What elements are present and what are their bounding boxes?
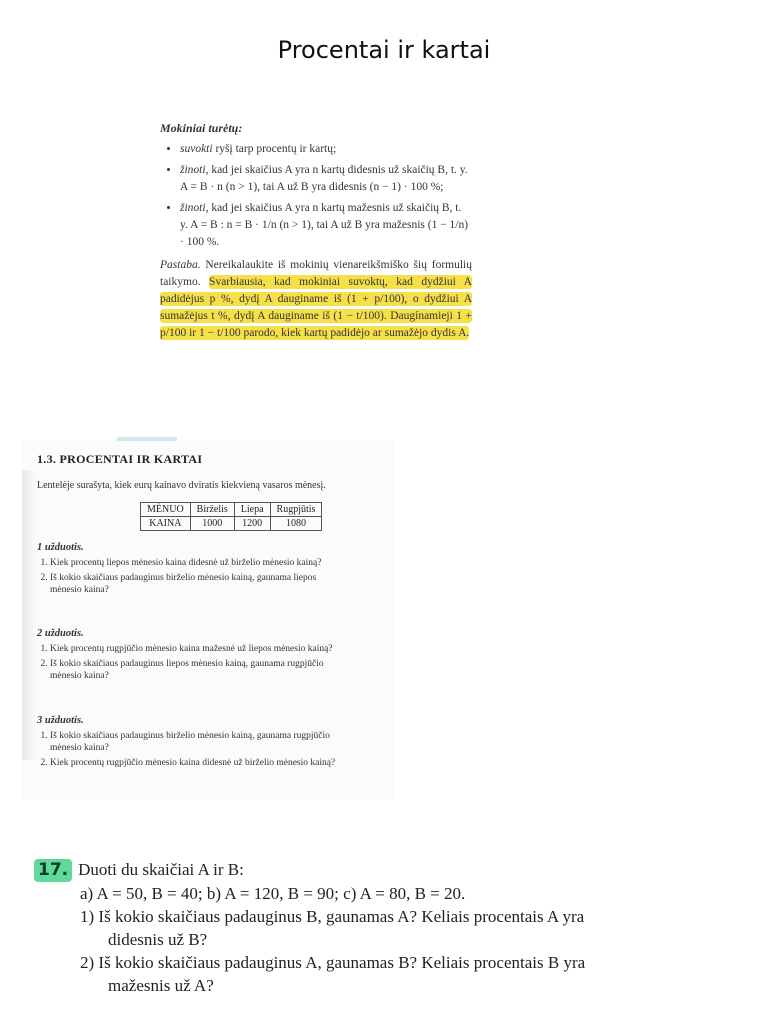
- teacher-note: [160, 120, 472, 342]
- task-title: 2 užduotis.: [37, 628, 84, 639]
- bullet-verb: žinoti: [180, 202, 206, 214]
- bullet-text: ryšį tarp procentų ir kartų;: [212, 143, 337, 155]
- page-accent: [117, 437, 177, 441]
- bullet-verb: suvokti: [180, 143, 213, 155]
- bullet-text: , kad jei skaičius A yra n kartų mažesnis už skaičių B, t. y. A = B : n = B · 1/n (n > 1), tai A už B yra mažesnis (1 − 1/n) · 100 %.: [180, 202, 469, 248]
- table-cell: 1200: [234, 517, 270, 531]
- task-item: 2. Iš kokio skaičiaus padauginus liepos mėnesio kainą, gaunama rugpjūčio mėnesio kaina?: [50, 658, 337, 682]
- page-title: Procentai ir kartai: [277, 36, 491, 64]
- task-item: 2. Kiek procentų rugpjūčio mėnesio kaina didesnė už birželio mėnesio kainą?: [50, 757, 337, 769]
- page-shadow: [22, 470, 36, 760]
- note-bullet: [180, 141, 472, 158]
- task-1: [37, 542, 337, 599]
- task-item: 1. Kiek procentų liepos mėnesio kaina didesnė už birželio mėnesio kainą?: [50, 557, 337, 569]
- textbook-page: [22, 440, 394, 800]
- task-3: [37, 715, 337, 772]
- task-items: [37, 730, 337, 769]
- task-title: 1 užduotis.: [37, 542, 84, 553]
- section-intro: Lentelėje surašyta, kiek eurų kainavo dviratis kiekvieną vasaros mėnesį.: [37, 480, 326, 491]
- task-item: 2. Iš kokio skaičiaus padauginus birželio mėnesio kainą, gaunama liepos mėnesio kaina?: [50, 572, 337, 596]
- exercise-question-1: 1) Iš kokio skaičiaus padauginus B, gaunamas A? Keliais procentais A yra: [80, 907, 585, 926]
- bullet-text: , kad jei skaičius A yra n kartų didesnis už skaičių B, t. y. A = B · n (n > 1), tai A už B yra didesnis (n − 1) · 100 %;: [180, 164, 468, 193]
- table-cell: 1000: [190, 517, 234, 531]
- table-cell: Liepa: [234, 503, 270, 517]
- table-cell: MĖNUO: [141, 503, 191, 517]
- table-row: [141, 517, 322, 531]
- table-cell: Birželis: [190, 503, 234, 517]
- task-item: 1. Kiek procentų rugpjūčio mėnesio kaina mažesnė už liepos mėnesio kainą?: [50, 643, 337, 655]
- table-row: [141, 503, 322, 517]
- exercise-17: [34, 858, 714, 997]
- note-bullet: [180, 162, 472, 196]
- exercise-prompt: Duoti du skaičiai A ir B:: [78, 860, 244, 879]
- note-bullets: [160, 141, 472, 251]
- exercise-question-2: 2) Iš kokio skaičiaus padauginus A, gaunamas B? Keliais procentais B yra: [80, 953, 586, 972]
- note-bullet: [180, 200, 472, 251]
- task-items: [37, 643, 337, 682]
- task-items: [37, 557, 337, 596]
- exercise-question-1-cont: didesnis už B?: [108, 930, 208, 949]
- table-cell: 1080: [270, 517, 322, 531]
- remark-text: Nereikalaukite iš mokinių vienareikšmiško šių formulių taikymo.: [160, 259, 472, 288]
- highlighted-text: Svarbiausia, kad mokiniai suvoktų, kad dydžiui A padidėjus p %, dydį A dauginame iš (1 + p/100), o dydžiui A sumažėjus t %, dydį A dauginame iš (1 − t/100). Daugínamieji 1 + p/100 ir 1 − t/100 parodo, kiek kartų padidėjo ar sumažėjo dydis A.: [160, 276, 472, 339]
- exercise-prompt-line: [34, 858, 714, 882]
- note-heading: Mokiniai turėtų:: [160, 121, 243, 135]
- note-remark: [160, 257, 472, 342]
- task-2: [37, 628, 337, 685]
- table-cell: KAINA: [141, 517, 191, 531]
- price-table: [140, 502, 322, 531]
- task-item: 1. Iš kokio skaičiaus padauginus birželio mėnesio kainą, gaunama rugpjūčio mėnesio kaina?: [50, 730, 337, 754]
- exercise-cases: a) A = 50, B = 40; b) A = 120, B = 90; c) A = 80, B = 20.: [80, 884, 466, 903]
- section-title: 1.3. PROCENTAI IR KARTAI: [37, 452, 203, 466]
- task-title: 3 užduotis.: [37, 715, 84, 726]
- exercise-number-badge: 17.: [34, 859, 72, 882]
- table-cell: Rugpjūtis: [270, 503, 322, 517]
- remark-label: Pastaba.: [160, 259, 201, 271]
- bullet-verb: žinoti: [180, 164, 206, 176]
- exercise-question-2-cont: mažesnis už A?: [108, 976, 214, 995]
